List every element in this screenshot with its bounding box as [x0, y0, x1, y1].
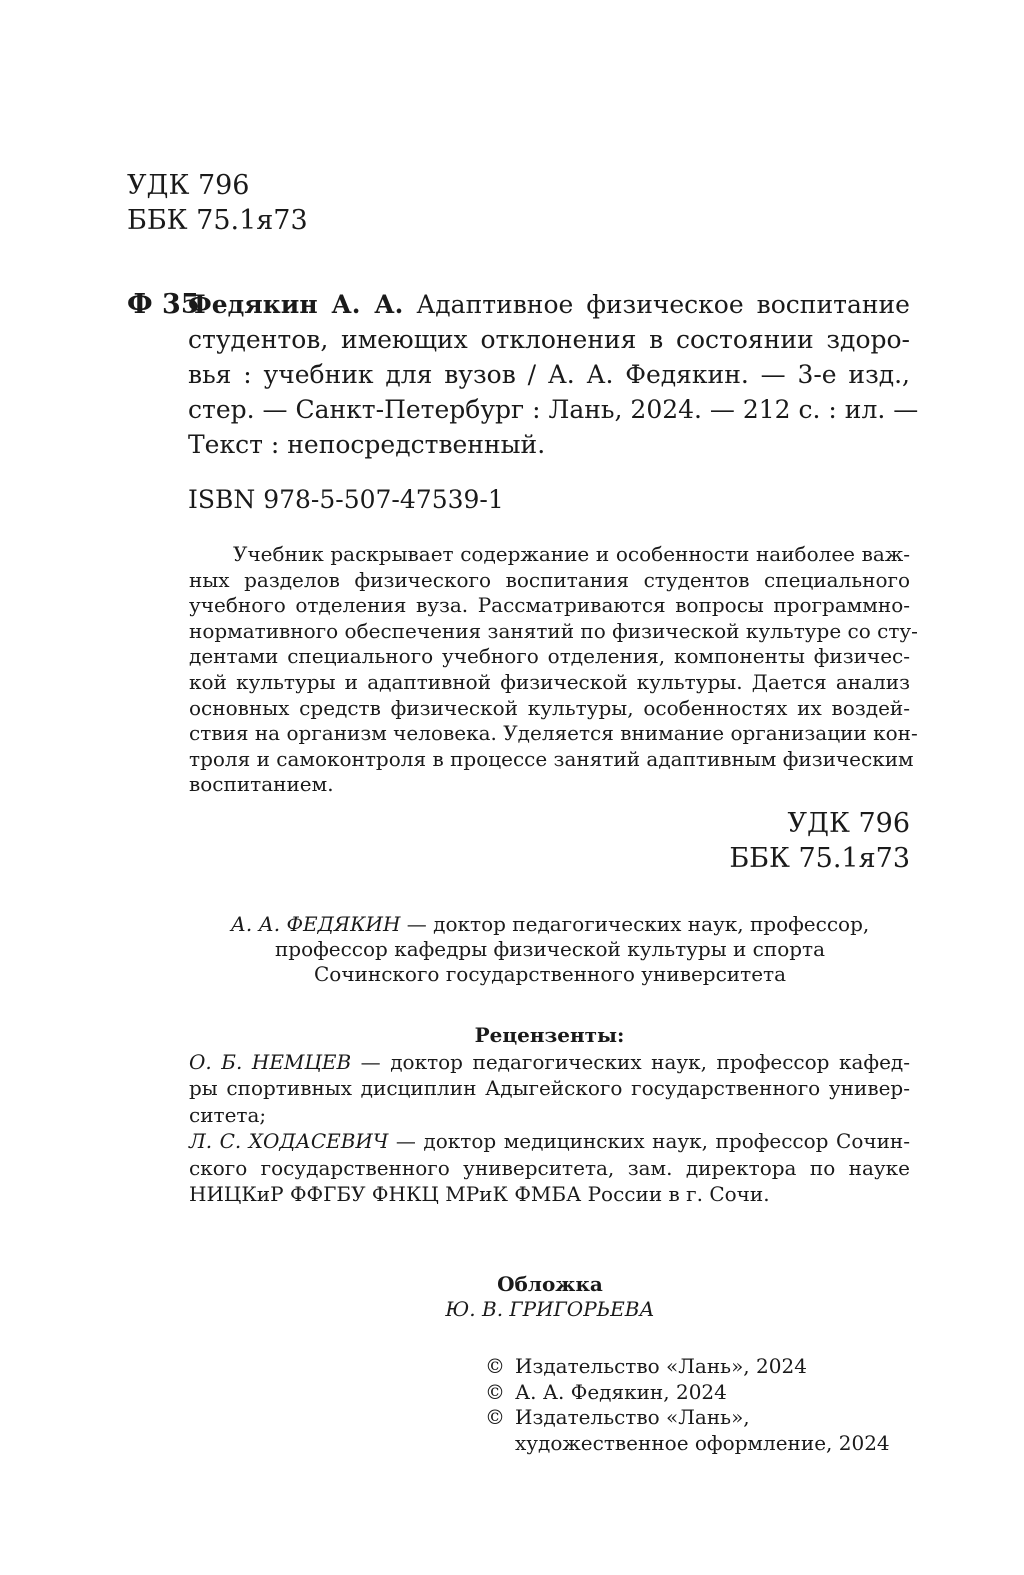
- biblio-author: Федякин А. А.: [188, 290, 404, 319]
- biblio-line: студентов, имеющих отклонения в состоянии здоро-: [188, 325, 910, 354]
- abstract-line: ных разделов физического воспитания студентов специального: [189, 567, 910, 592]
- abstract-line: Учебник раскрывает содержание и особенности наиболее важ-: [233, 542, 910, 566]
- biblio-line: Федякин А. А. Адаптивное физическое воспитание: [188, 290, 910, 319]
- reviewers-title: Рецензенты:: [474, 1023, 625, 1047]
- copyright-icon: ©: [485, 1405, 505, 1429]
- biblio-line: вья : учебник для вузов / А. А. Федякин. — 3-е изд.,: [188, 360, 910, 389]
- classification-codes-top: [127, 168, 308, 238]
- udk-code: УДК 796: [787, 808, 910, 839]
- author-info-line: Сочинского государственного университета: [313, 962, 787, 986]
- classification-codes-bottom: [729, 806, 910, 876]
- author-info-line: профессор кафедры физической культуры и спорта: [274, 937, 826, 961]
- copyright-line: художественное оформление, 2024: [515, 1430, 890, 1455]
- cover-credit: [190, 1272, 910, 1322]
- reviewer-line: НИЦКиР ФФГБУ ФНКЦ МРиК ФМБА России в г. Сочи.: [189, 1182, 770, 1206]
- reviewer-line: ского государственного университета, зам. директора по науке: [189, 1155, 910, 1180]
- udk-code: УДК 796: [127, 170, 250, 201]
- biblio-line: Текст : непосредственный.: [188, 430, 546, 459]
- abstract-line: кой культуры и адаптивной физической культуры. Дается анализ: [189, 669, 910, 694]
- isbn: ISBN 978-5-507-47539-1: [188, 485, 504, 514]
- reviewer-line: ситета;: [189, 1102, 267, 1127]
- bibliographic-record: [188, 287, 919, 462]
- cover-designer: Ю. В. ГРИГОРЬЕВА: [445, 1297, 655, 1321]
- abstract-line: нормативного обеспечения занятий по физической культуре со сту-: [189, 618, 918, 643]
- abstract-line: троля и самоконтроля в процессе занятий адаптивным физическим: [189, 746, 914, 771]
- copyright-line: © А. А. Федякин, 2024: [485, 1379, 727, 1404]
- author-info-line: А. А. ФЕДЯКИН — доктор педагогических наук, профессор,: [230, 912, 870, 936]
- author-mark: Ф 35: [127, 289, 200, 320]
- author-info: [190, 912, 910, 987]
- cover-title: Обложка: [497, 1272, 603, 1296]
- reviewer-line: О. Б. НЕМЦЕВ — доктор педагогических наук, профессор кафед-: [189, 1049, 910, 1074]
- reviewer-name: О. Б. НЕМЦЕВ: [189, 1049, 352, 1074]
- copyright-line: © Издательство «Лань», 2024: [485, 1354, 807, 1378]
- abstract-line: основных средств физической культуры, особенностях их воздей-: [189, 695, 910, 720]
- copyright: [485, 1354, 890, 1456]
- bbk-code: ББК 75.1я73: [729, 843, 910, 874]
- abstract-line: ствия на организм человека. Уделяется внимание организации кон-: [189, 721, 918, 746]
- reviewers: [189, 1022, 910, 1208]
- abstract-line: воспитанием.: [189, 772, 334, 797]
- biblio-line: стер. — Санкт-Петербург : Лань, 2024. — 212 с. : ил. —: [188, 395, 919, 424]
- copyright-icon: ©: [485, 1354, 505, 1378]
- reviewer-name: Л. С. ХОДАСЕВИЧ: [189, 1129, 389, 1153]
- author-name: А. А. ФЕДЯКИН: [230, 912, 401, 936]
- abstract: [189, 542, 918, 798]
- copyright-line: © Издательство «Лань»,: [485, 1405, 750, 1429]
- reviewer-line: Л. С. ХОДАСЕВИЧ — доктор медицинских наук, профессор Сочин-: [189, 1129, 910, 1153]
- copyright-icon: ©: [485, 1379, 505, 1404]
- abstract-line: дентами специального учебного отделения, компоненты физичес-: [189, 644, 910, 669]
- reviewer-line: ры спортивных дисциплин Адыгейского государственного универ-: [189, 1076, 910, 1100]
- bbk-code: ББК 75.1я73: [127, 205, 308, 236]
- abstract-line: учебного отделения вуза. Рассматриваются вопросы программно-: [189, 593, 910, 618]
